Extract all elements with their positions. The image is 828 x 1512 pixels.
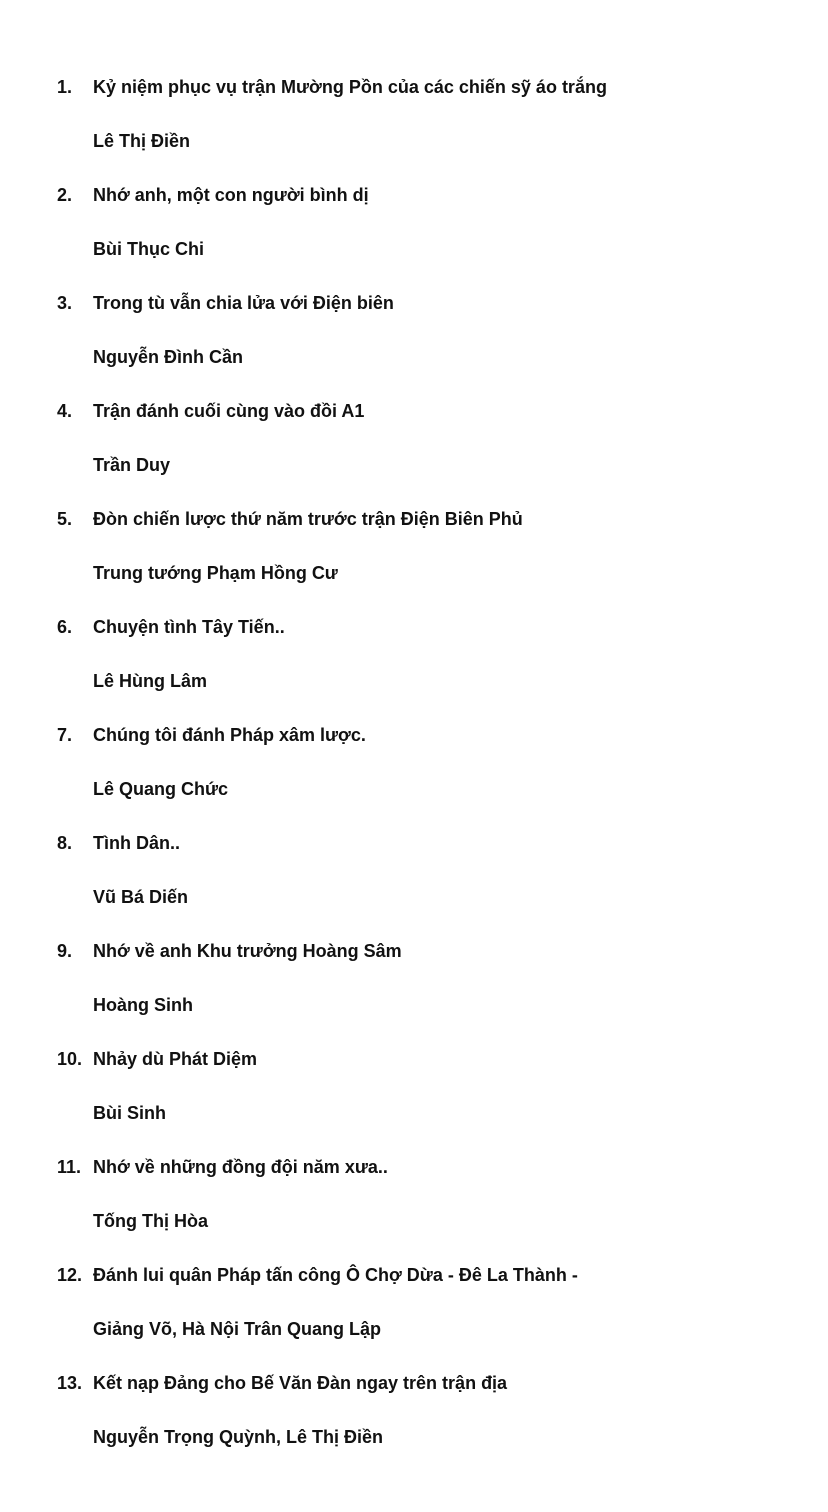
entry-number: 13.	[57, 1373, 83, 1393]
entry-title: Đánh lui quân Pháp tấn công Ô Chợ Dừa - Đê La Thành -	[93, 1265, 578, 1285]
entry-number: 8.	[57, 833, 73, 853]
entry-number: 6.	[57, 617, 73, 637]
entry-author: Tống Thị Hòa	[93, 1211, 208, 1231]
toc-entry-9	[0, 938, 828, 1046]
entry-author: Bùi Sinh	[93, 1103, 166, 1123]
entry-author: Lê Quang Chức	[93, 779, 229, 799]
toc-entry-3	[0, 290, 828, 398]
entry-number: 10.	[57, 1049, 83, 1069]
toc-entry-2	[0, 182, 828, 290]
entry-author: Giảng Võ, Hà Nội Trân Quang Lập	[93, 1319, 382, 1339]
entry-author: Hoàng Sinh	[93, 995, 193, 1015]
entry-title: Chúng tôi đánh Pháp xâm lược.	[93, 725, 366, 745]
entry-title: Chuyện tình Tây Tiến..	[93, 617, 285, 637]
entry-author: Vũ Bá Diến	[93, 887, 189, 907]
entry-number: 1.	[57, 77, 73, 97]
entry-author: Trung tướng Phạm Hồng Cư	[93, 563, 338, 583]
toc-entry-7	[0, 722, 828, 830]
entry-author: Lê Hùng Lâm	[93, 671, 208, 691]
toc-entry-6	[0, 614, 828, 722]
table-of-contents	[0, 74, 828, 1478]
entry-author: Lê Thị Điền	[93, 131, 191, 151]
toc-entry-5	[0, 506, 828, 614]
entry-title: Trận đánh cuối cùng vào đồi A1	[93, 401, 365, 421]
entry-author: Nguyễn Trọng Quỳnh, Lê Thị Điền	[93, 1427, 384, 1447]
entry-title: Kết nạp Đảng cho Bế Văn Đàn ngay trên trận địa	[93, 1373, 508, 1393]
entry-number: 3.	[57, 293, 73, 313]
entry-title: Trong tù vẫn chia lửa với Điện biên	[93, 293, 394, 313]
entry-title: Nhớ anh, một con người bình dị	[93, 185, 369, 205]
entry-number: 9.	[57, 941, 73, 961]
entry-author: Bùi Thục Chi	[93, 239, 204, 259]
entry-number: 12.	[57, 1265, 83, 1285]
toc-entry-12	[0, 1262, 828, 1370]
entry-number: 7.	[57, 725, 73, 745]
entry-number: 5.	[57, 509, 73, 529]
entry-title: Tình Dân..	[93, 833, 180, 853]
entry-title: Đòn chiến lược thứ năm trước trận Điện Biên Phủ	[93, 509, 523, 529]
toc-entry-11	[0, 1154, 828, 1262]
toc-entry-10	[0, 1046, 828, 1154]
toc-entry-13	[0, 1370, 828, 1478]
entry-title: Kỷ niệm phục vụ trận Mường Pồn của các chiến sỹ áo trắng	[93, 77, 607, 97]
entry-number: 4.	[57, 401, 73, 421]
entry-title: Nhớ về những đồng đội năm xưa..	[93, 1157, 388, 1177]
entry-number: 11.	[57, 1157, 82, 1177]
toc-entry-4	[0, 398, 828, 506]
entry-author: Trần Duy	[93, 455, 171, 475]
toc-entry-8	[0, 830, 828, 938]
toc-entry-1	[0, 74, 828, 182]
entry-author: Nguyễn Đình Cần	[93, 347, 244, 367]
entry-number: 2.	[57, 185, 73, 205]
entry-title: Nhảy dù Phát Diệm	[93, 1049, 258, 1069]
entry-title: Nhớ về anh Khu trưởng Hoàng Sâm	[93, 941, 402, 961]
